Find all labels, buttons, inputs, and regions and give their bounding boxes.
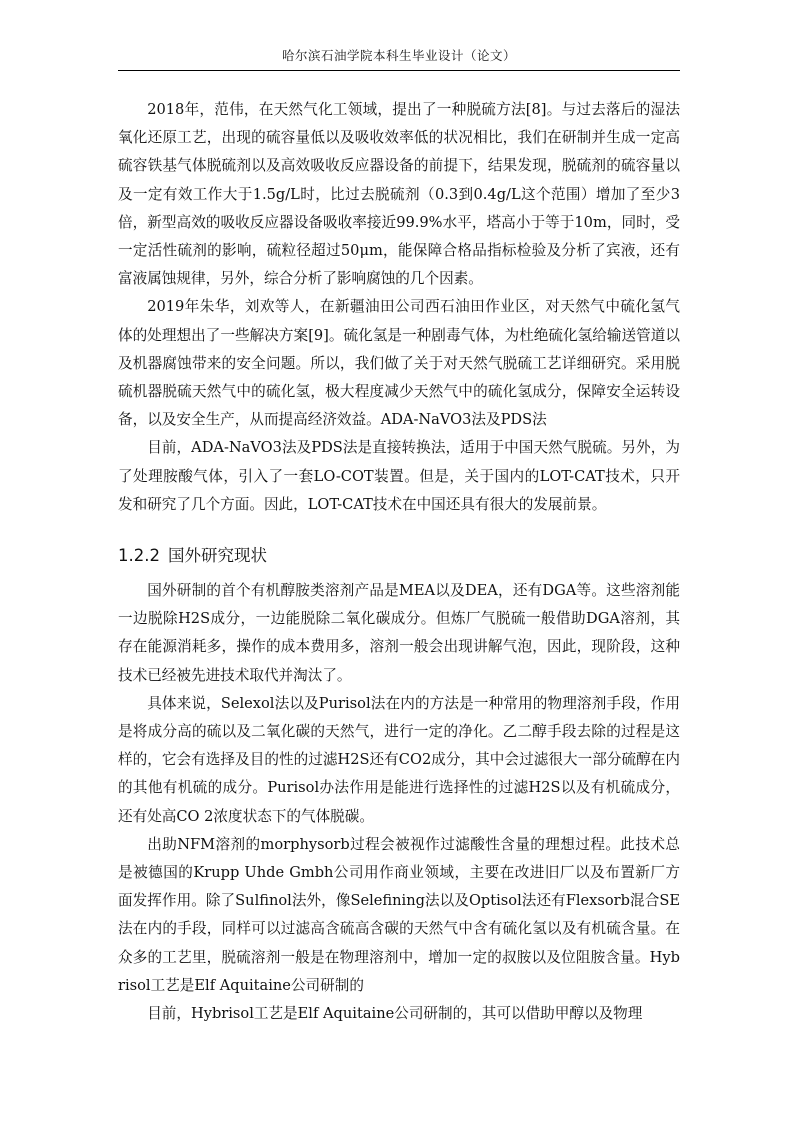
paragraph: 目前，Hybrisol工艺是Elf Aquitaine公司研制的，其可以借助甲醇以及物理 <box>147 1005 643 1023</box>
paragraph: 2019年朱华，刘欢等人，在新疆油田公司西石油田作业区，对天然气中硫化氢气体的处理想出了一些解决方案[9]。硫化氢是一种剧毒气体，为杜绝硫化氢给输送管道以及机器腐蚀带来的安全问题。所以，我们做了关于对天然气脱硫工艺详细研究。采用脱硫机器脱硫天然气中的硫化氢，极大程度减少天然气中的硫化氢成分，保障安全运转设备，以及安全生产，从而提高经济效益。ADA-NaVO3法及PDS法 <box>118 298 680 429</box>
section-heading <box>118 541 680 571</box>
page-header: 哈尔滨石油学院本科生毕业设计（论文） <box>118 46 680 71</box>
section-title: 国外研究现状 <box>167 546 267 566</box>
paragraph: 具体来说，Selexol法以及Purisol法在内的方法是一种常用的物理溶剂手段，作用是将成分高的硫以及二氧化碳的天然气，进行一定的净化。乙二醇手段去除的过程是这样的，它会有选择及目的性的过滤H2S还有CO2成分，其中会过滤很大一部分硫醇在内的其他有机硫的成分。Purisol办法作用是能进行选择性的过滤H2S以及有机硫成分，还有处高CO 2浓度状态下的气体脱碳。 <box>118 694 680 825</box>
paragraph: 出助NFM溶剂的morphysorb过程会被视作过滤酸性含量的理想过程。此技术总是被德国的Krupp Uhde Gmbh公司用作商业领域，主要在改进旧厂以及布置新厂方面发挥作用。除了Sulfinol法外，像Selefining法以及Optisol法还有Flexsorb混合SE法在内的手段，同样可以过滤高含硫高含碳的天然气中含有硫化氢以及有机硫含量。在众多的工艺里，脱硫溶剂一般是在物理溶剂中，增加一定的叔胺以及位阻胺含量。Hybrisol工艺是Elf Aquitaine公司研制的 <box>118 835 680 994</box>
section-number: 1.2.2 <box>118 546 160 566</box>
paragraph: 国外研制的首个有机醇胺类溶剂产品是MEA以及DEA，还有DGA等。这些溶剂能一边脱除H2S成分，一边能脱除二氧化碳成分。但炼厂气脱硫一般借助DGA溶剂，其存在能源消耗多，操作的成本费用多，溶剂一般会出现讲解气泡，因此，现阶段，这种技术已经被先进技术取代并淘汰了。 <box>118 582 680 684</box>
document-body <box>118 96 680 1028</box>
paragraph: 2018年，范伟，在天然气化工领域，提出了一种脱硫方法[8]。与过去落后的湿法氧化还原工艺，出现的硫容量低以及吸收效率低的状况相比，我们在研制并生成一定高硫容铁基气体脱硫剂以及高效吸收反应器设备的前提下，结果发现，脱硫剂的硫容量以及一定有效工作大于1.5g/L时，比过去脱硫剂（0.3到0.4g/L这个范围）增加了至少3倍，新型高效的吸收反应器设备吸收率接近99.9%水平，塔高小于等于10m，同时，受一定活性硫剂的影响，硫粒径超过50μm，能保障合格品指标检验及分析了宾液，还有富液属蚀规律，另外，综合分析了影响腐蚀的几个因素。 <box>118 101 680 288</box>
paragraph: 目前，ADA-NaVO3法及PDS法是直接转换法，适用于中国天然气脱硫。另外，为了处理胺酸气体，引入了一套LO-COT装置。但是，关于国内的LOT-CAT技术，只开发和研究了几个方面。因此，LOT-CAT技术在中国还具有很大的发展前景。 <box>118 439 680 513</box>
